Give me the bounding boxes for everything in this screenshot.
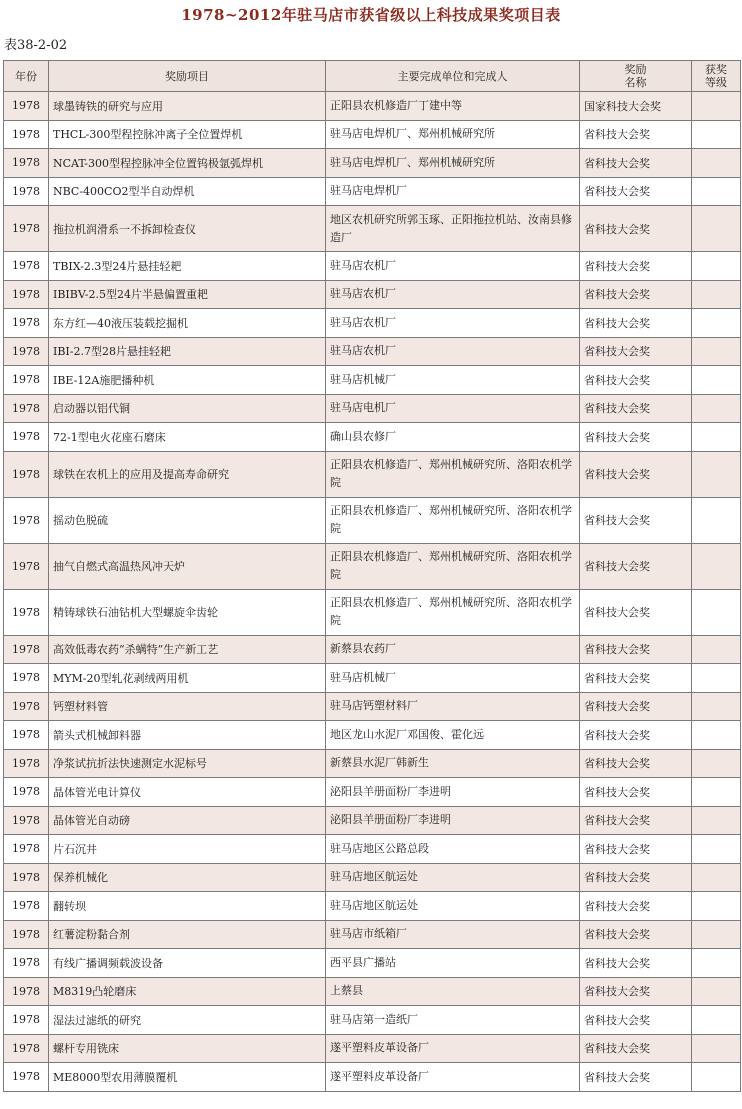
level-cell xyxy=(692,497,741,543)
project-cell: 螺杆专用铣床 xyxy=(49,1034,326,1063)
year-cell: 1978 xyxy=(4,835,49,864)
level-cell xyxy=(692,1063,741,1092)
year-cell: 1978 xyxy=(4,177,49,206)
unit-cell: 西平县广播站 xyxy=(326,949,580,978)
table-row xyxy=(4,589,741,635)
level-cell xyxy=(692,635,741,664)
project-cell: M8319凸轮磨床 xyxy=(49,977,326,1006)
table-row xyxy=(4,721,741,750)
unit-cell: 新蔡县水泥厂韩新生 xyxy=(326,749,580,778)
year-cell: 1978 xyxy=(4,497,49,543)
project-cell: 湿法过滤纸的研究 xyxy=(49,1006,326,1035)
unit-cell: 遂平塑料皮革设备厂 xyxy=(326,1063,580,1092)
level-cell xyxy=(692,309,741,338)
unit-cell: 驻马店地区航运处 xyxy=(326,892,580,921)
unit-cell: 驻马店农机厂 xyxy=(326,309,580,338)
level-cell xyxy=(692,778,741,807)
table-row xyxy=(4,1063,741,1092)
year-cell: 1978 xyxy=(4,920,49,949)
project-cell: 球铁在农机上的应用及提高寿命研究 xyxy=(49,451,326,497)
level-cell xyxy=(692,892,741,921)
unit-cell: 驻马店机械厂 xyxy=(326,366,580,395)
level-cell xyxy=(692,337,741,366)
year-cell: 1978 xyxy=(4,949,49,978)
project-cell: 球墨铸铁的研究与应用 xyxy=(49,92,326,121)
table-row xyxy=(4,206,741,252)
award-cell: 省科技大会奖 xyxy=(580,835,692,864)
unit-cell: 地区农机研究所郭玉琢、正阳拖拉机站、汝南县修造厂 xyxy=(326,206,580,252)
year-cell: 1978 xyxy=(4,806,49,835)
level-cell xyxy=(692,206,741,252)
year-cell: 1978 xyxy=(4,863,49,892)
award-cell: 省科技大会奖 xyxy=(580,920,692,949)
level-cell xyxy=(692,949,741,978)
level-cell xyxy=(692,920,741,949)
year-cell: 1978 xyxy=(4,892,49,921)
award-cell: 省科技大会奖 xyxy=(580,778,692,807)
level-cell xyxy=(692,366,741,395)
year-cell: 1978 xyxy=(4,1034,49,1063)
level-cell xyxy=(692,177,741,206)
level-cell xyxy=(692,1006,741,1035)
year-cell: 1978 xyxy=(4,977,49,1006)
header-award-line2: 名称 xyxy=(624,76,647,89)
table-row xyxy=(4,366,741,395)
header-level-line2: 等级 xyxy=(705,76,727,89)
award-cell: 省科技大会奖 xyxy=(580,366,692,395)
level-cell xyxy=(692,806,741,835)
header-year: 年份 xyxy=(4,61,49,92)
level-cell xyxy=(692,394,741,423)
unit-cell: 遂平塑料皮革设备厂 xyxy=(326,1034,580,1063)
project-cell: 启动器以铝代铜 xyxy=(49,394,326,423)
unit-cell: 地区龙山水泥厂邓国俊、霍化远 xyxy=(326,721,580,750)
unit-cell: 驻马店市纸箱厂 xyxy=(326,920,580,949)
unit-cell: 正阳县农机修造厂、郑州机械研究所、洛阳农机学院 xyxy=(326,497,580,543)
year-cell: 1978 xyxy=(4,120,49,149)
award-cell: 省科技大会奖 xyxy=(580,806,692,835)
level-cell xyxy=(692,721,741,750)
table-row xyxy=(4,280,741,309)
unit-cell: 正阳县农机修造厂、郑州机械研究所、洛阳农机学院 xyxy=(326,543,580,589)
table-body xyxy=(4,92,741,1092)
level-cell xyxy=(692,423,741,452)
award-cell: 省科技大会奖 xyxy=(580,149,692,178)
year-cell: 1978 xyxy=(4,692,49,721)
unit-cell: 泌阳县羊册面粉厂李进明 xyxy=(326,778,580,807)
table-row xyxy=(4,423,741,452)
unit-cell: 驻马店农机厂 xyxy=(326,252,580,281)
header-award-line1: 奖励 xyxy=(624,63,647,76)
header-unit: 主要完成单位和完成人 xyxy=(326,61,580,92)
table-row xyxy=(4,892,741,921)
project-cell: TBIX-2.3型24片悬挂轻耙 xyxy=(49,252,326,281)
award-cell: 省科技大会奖 xyxy=(580,863,692,892)
table-row xyxy=(4,664,741,693)
unit-cell: 正阳县农机修造厂丁建中等 xyxy=(326,92,580,121)
unit-cell: 驻马店钙塑材料厂 xyxy=(326,692,580,721)
table-row xyxy=(4,749,741,778)
table-row xyxy=(4,177,741,206)
year-cell: 1978 xyxy=(4,309,49,338)
table-row xyxy=(4,1034,741,1063)
project-cell: 精铸球铁石油钻机大型螺旋伞齿轮 xyxy=(49,589,326,635)
table-row xyxy=(4,394,741,423)
project-cell: IBIBV-2.5型24片半悬偏置重耙 xyxy=(49,280,326,309)
project-cell: 保养机械化 xyxy=(49,863,326,892)
unit-cell: 正阳县农机修造厂、郑州机械研究所、洛阳农机学院 xyxy=(326,451,580,497)
project-cell: 有线广播调频载波设备 xyxy=(49,949,326,978)
header-project: 奖励项目 xyxy=(49,61,326,92)
project-cell: 摇动色脱硫 xyxy=(49,497,326,543)
unit-cell: 驻马店电焊机厂 xyxy=(326,177,580,206)
table-number: 表38-2-02 xyxy=(4,38,68,53)
award-cell: 省科技大会奖 xyxy=(580,749,692,778)
unit-cell: 上蔡县 xyxy=(326,977,580,1006)
header-award xyxy=(580,61,692,92)
page-title: 1978~2012年驻马店市获省级以上科技成果奖项目表 xyxy=(181,6,561,24)
level-cell xyxy=(692,664,741,693)
award-cell: 省科技大会奖 xyxy=(580,664,692,693)
level-cell xyxy=(692,280,741,309)
award-cell: 省科技大会奖 xyxy=(580,635,692,664)
project-cell: 片石沉井 xyxy=(49,835,326,864)
level-cell xyxy=(692,92,741,121)
project-cell: IBE-12A施肥播种机 xyxy=(49,366,326,395)
year-cell: 1978 xyxy=(4,721,49,750)
level-cell xyxy=(692,252,741,281)
level-cell xyxy=(692,749,741,778)
award-cell: 省科技大会奖 xyxy=(580,120,692,149)
award-cell: 省科技大会奖 xyxy=(580,451,692,497)
table-row xyxy=(4,977,741,1006)
table-row xyxy=(4,949,741,978)
level-cell xyxy=(692,451,741,497)
year-cell: 1978 xyxy=(4,423,49,452)
year-cell: 1978 xyxy=(4,394,49,423)
project-cell: 高效低毒农药“杀螨特”生产新工艺 xyxy=(49,635,326,664)
project-cell: 拖拉机润滑系一不拆卸检查仪 xyxy=(49,206,326,252)
level-cell xyxy=(692,835,741,864)
table-row xyxy=(4,778,741,807)
table-row xyxy=(4,806,741,835)
header-level-line1: 获奖 xyxy=(705,63,727,76)
table-row xyxy=(4,497,741,543)
level-cell xyxy=(692,863,741,892)
header-level xyxy=(692,61,741,92)
award-cell: 省科技大会奖 xyxy=(580,280,692,309)
project-cell: 红薯淀粉黏合剂 xyxy=(49,920,326,949)
project-cell: NBC-400CO2型半自动焊机 xyxy=(49,177,326,206)
table-row xyxy=(4,1006,741,1035)
year-cell: 1978 xyxy=(4,149,49,178)
table-row xyxy=(4,543,741,589)
year-cell: 1978 xyxy=(4,206,49,252)
header-row xyxy=(4,61,741,92)
level-cell xyxy=(692,120,741,149)
level-cell xyxy=(692,543,741,589)
project-cell: IBI-2.7型28片悬挂轻耙 xyxy=(49,337,326,366)
year-cell: 1978 xyxy=(4,635,49,664)
table-row xyxy=(4,149,741,178)
project-cell: 晶体管光电计算仪 xyxy=(49,778,326,807)
year-cell: 1978 xyxy=(4,280,49,309)
project-cell: 翻转坝 xyxy=(49,892,326,921)
award-cell: 省科技大会奖 xyxy=(580,977,692,1006)
year-cell: 1978 xyxy=(4,749,49,778)
level-cell xyxy=(692,1034,741,1063)
project-cell: ME8000型农用薄膜覆机 xyxy=(49,1063,326,1092)
award-cell: 省科技大会奖 xyxy=(580,589,692,635)
project-cell: MYM-20型轧花剥绒两用机 xyxy=(49,664,326,693)
project-cell: 东方红—40液压装载挖掘机 xyxy=(49,309,326,338)
award-cell: 省科技大会奖 xyxy=(580,206,692,252)
table-row xyxy=(4,92,741,121)
unit-cell: 泌阳县羊册面粉厂李进明 xyxy=(326,806,580,835)
project-cell: NCAT-300型程控脉冲全位置钨极氩弧焊机 xyxy=(49,149,326,178)
year-cell: 1978 xyxy=(4,451,49,497)
unit-cell: 确山县农修厂 xyxy=(326,423,580,452)
award-cell: 省科技大会奖 xyxy=(580,394,692,423)
year-cell: 1978 xyxy=(4,589,49,635)
unit-cell: 驻马店地区航运处 xyxy=(326,863,580,892)
award-cell: 省科技大会奖 xyxy=(580,497,692,543)
table-row xyxy=(4,337,741,366)
level-cell xyxy=(692,589,741,635)
level-cell xyxy=(692,149,741,178)
year-cell: 1978 xyxy=(4,252,49,281)
award-cell: 省科技大会奖 xyxy=(580,1063,692,1092)
table-row xyxy=(4,309,741,338)
awards-table xyxy=(3,60,741,1092)
award-cell: 省科技大会奖 xyxy=(580,1034,692,1063)
project-cell: THCL-300型程控脉冲离子全位置焊机 xyxy=(49,120,326,149)
award-cell: 省科技大会奖 xyxy=(580,337,692,366)
unit-cell: 驻马店电焊机厂、郑州机械研究所 xyxy=(326,120,580,149)
year-cell: 1978 xyxy=(4,664,49,693)
award-cell: 省科技大会奖 xyxy=(580,543,692,589)
level-cell xyxy=(692,692,741,721)
award-cell: 省科技大会奖 xyxy=(580,721,692,750)
unit-cell: 驻马店机械厂 xyxy=(326,664,580,693)
award-cell: 省科技大会奖 xyxy=(580,309,692,338)
year-cell: 1978 xyxy=(4,337,49,366)
table-row xyxy=(4,692,741,721)
award-cell: 省科技大会奖 xyxy=(580,423,692,452)
award-cell: 省科技大会奖 xyxy=(580,949,692,978)
table-row xyxy=(4,635,741,664)
unit-cell: 新蔡县农药厂 xyxy=(326,635,580,664)
year-cell: 1978 xyxy=(4,543,49,589)
level-cell xyxy=(692,977,741,1006)
unit-cell: 驻马店地区公路总段 xyxy=(326,835,580,864)
unit-cell: 驻马店电机厂 xyxy=(326,394,580,423)
award-cell: 省科技大会奖 xyxy=(580,692,692,721)
unit-cell: 驻马店农机厂 xyxy=(326,337,580,366)
table-row xyxy=(4,120,741,149)
award-cell: 省科技大会奖 xyxy=(580,892,692,921)
award-cell: 省科技大会奖 xyxy=(580,177,692,206)
project-cell: 72-1型电火花座石磨床 xyxy=(49,423,326,452)
year-cell: 1978 xyxy=(4,778,49,807)
year-cell: 1978 xyxy=(4,1006,49,1035)
unit-cell: 驻马店农机厂 xyxy=(326,280,580,309)
table-row xyxy=(4,835,741,864)
table-row xyxy=(4,863,741,892)
year-cell: 1978 xyxy=(4,366,49,395)
project-cell: 箭头式机械卸料器 xyxy=(49,721,326,750)
unit-cell: 驻马店电焊机厂、郑州机械研究所 xyxy=(326,149,580,178)
award-cell: 省科技大会奖 xyxy=(580,1006,692,1035)
project-cell: 净浆试抗折法快速测定水泥标号 xyxy=(49,749,326,778)
year-cell: 1978 xyxy=(4,92,49,121)
unit-cell: 驻马店第一造纸厂 xyxy=(326,1006,580,1035)
unit-cell: 正阳县农机修造厂、郑州机械研究所、洛阳农机学院 xyxy=(326,589,580,635)
table-row xyxy=(4,920,741,949)
project-cell: 晶体管光自动磅 xyxy=(49,806,326,835)
table-row xyxy=(4,451,741,497)
award-cell: 国家科技大会奖 xyxy=(580,92,692,121)
project-cell: 钙塑材料管 xyxy=(49,692,326,721)
award-cell: 省科技大会奖 xyxy=(580,252,692,281)
project-cell: 抽气自燃式高温热风冲天炉 xyxy=(49,543,326,589)
table-row xyxy=(4,252,741,281)
year-cell: 1978 xyxy=(4,1063,49,1092)
